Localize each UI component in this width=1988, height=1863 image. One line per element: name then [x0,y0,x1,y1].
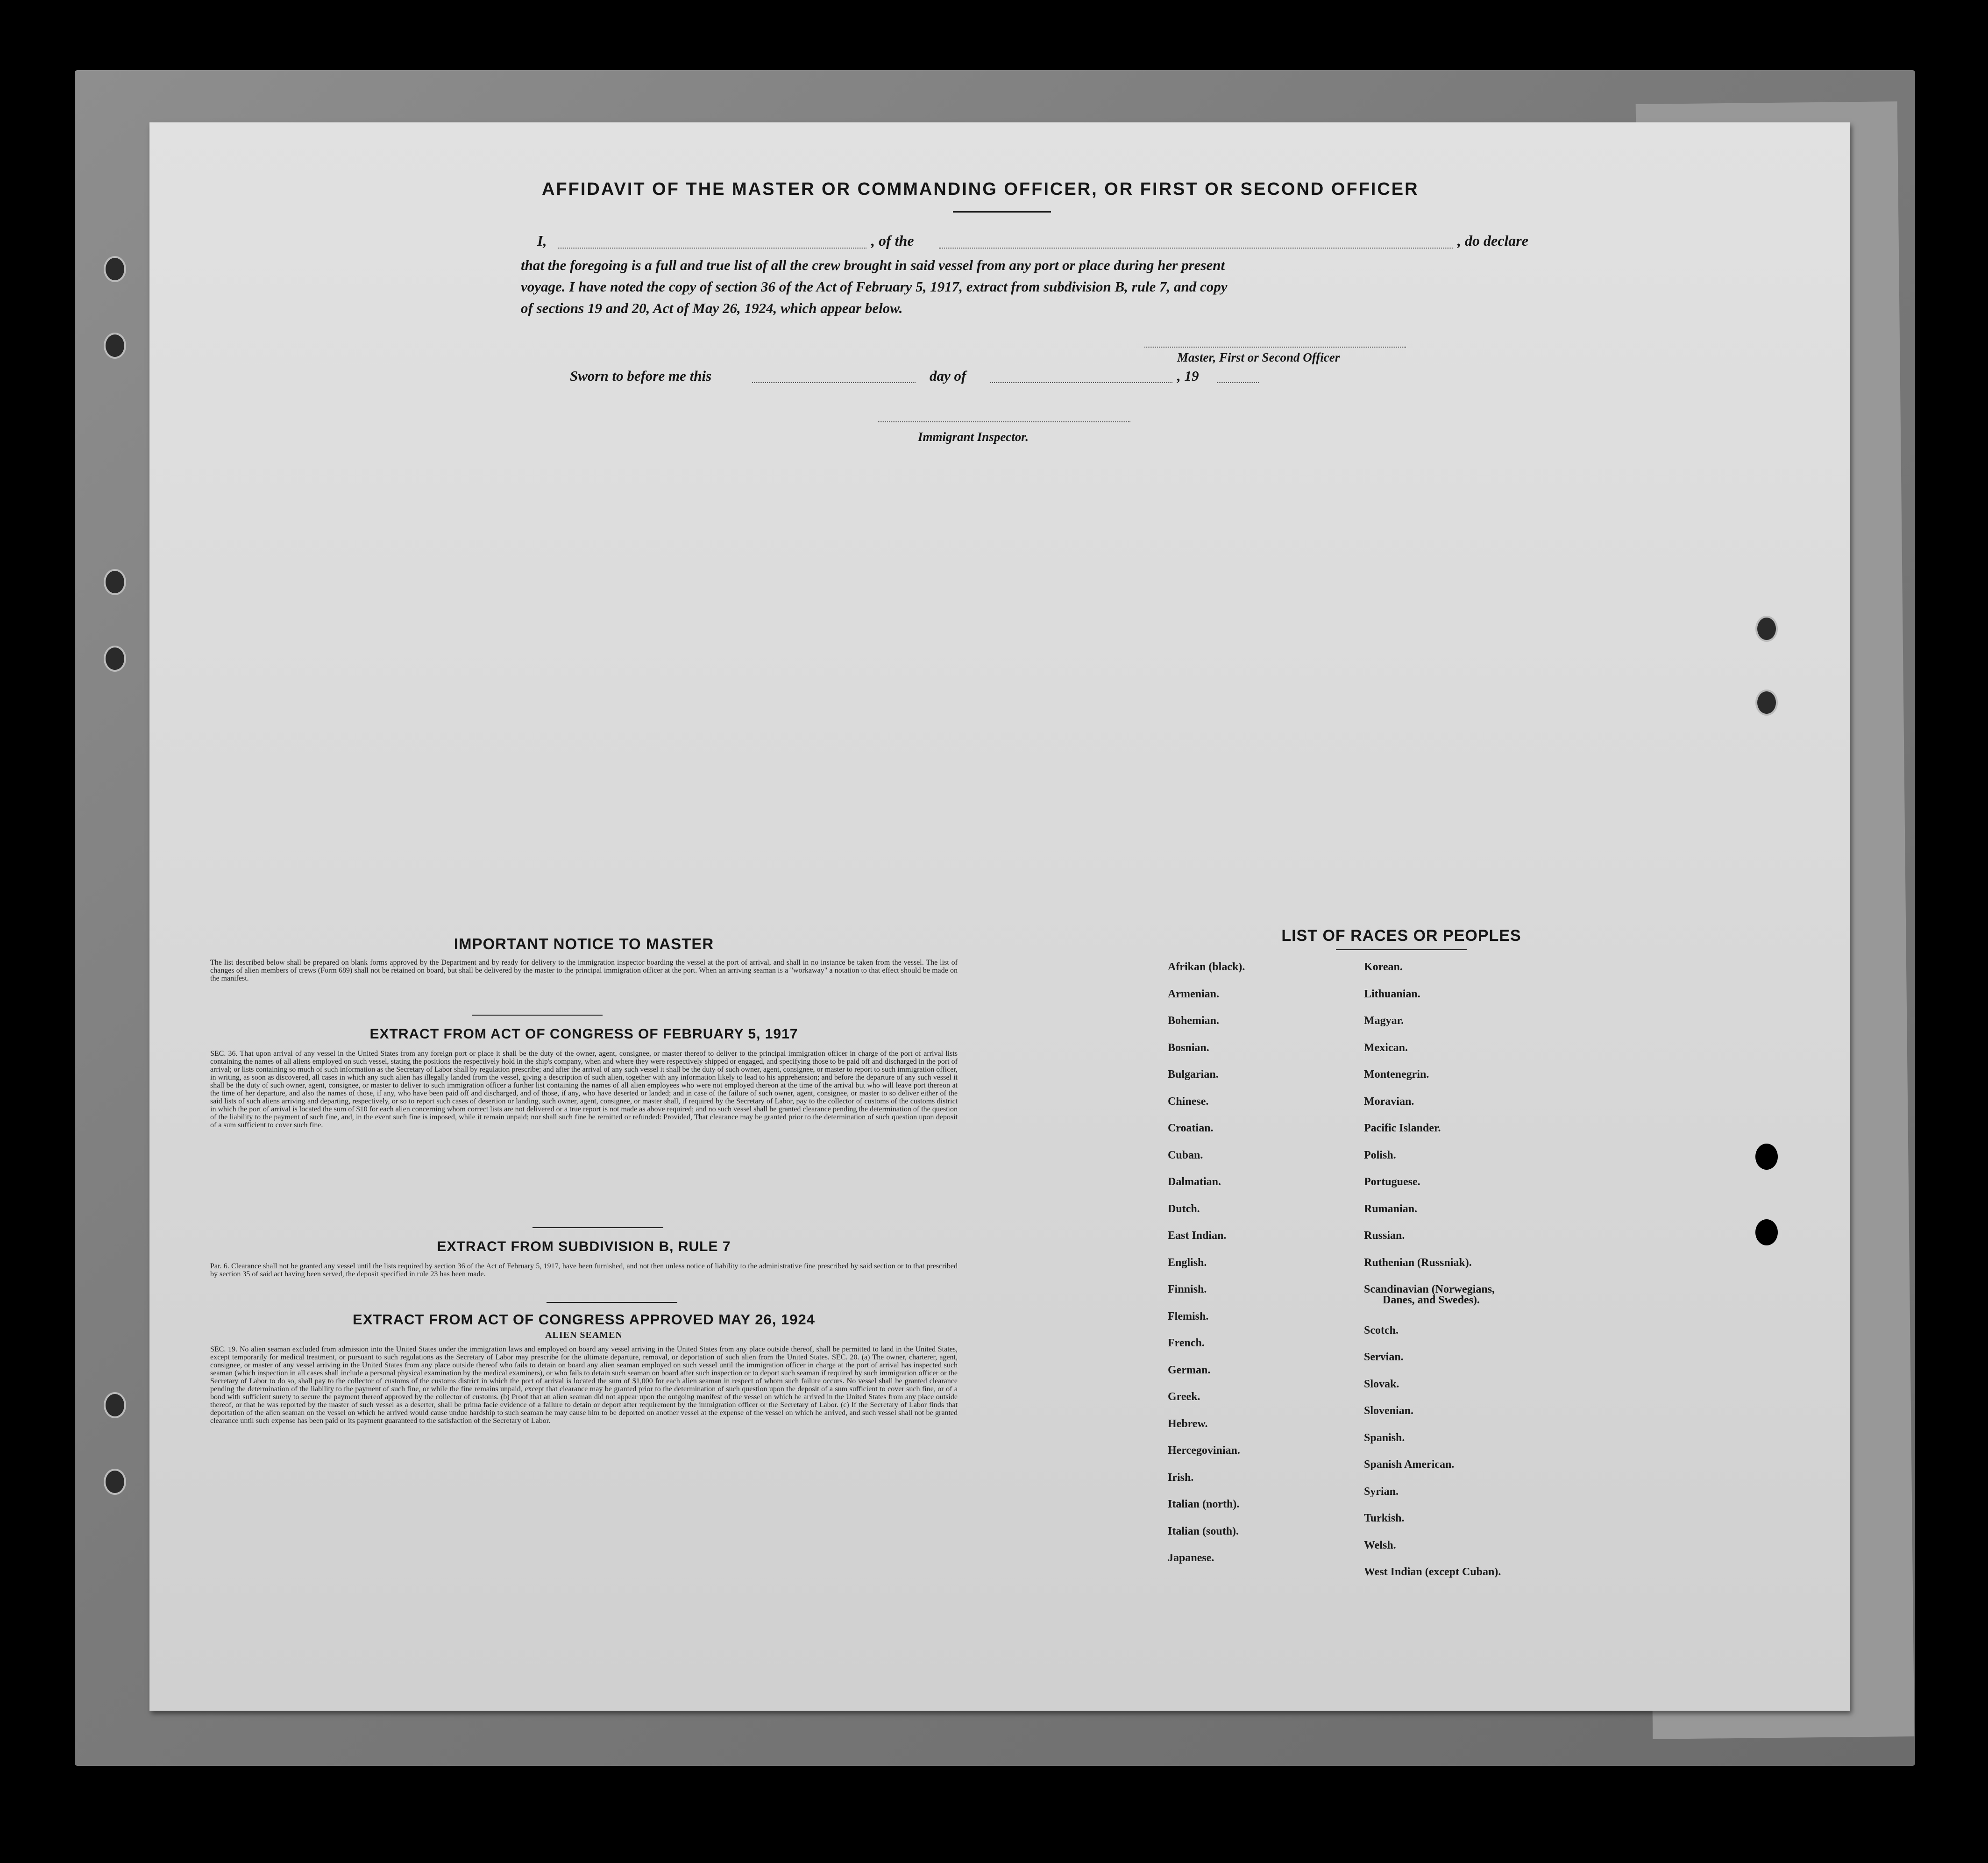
affidavit-line1 [537,232,547,249]
day-blank [752,382,916,383]
affidavit-of-the: , of the [871,232,914,249]
race-item: Slovak. [1364,1378,1399,1390]
race-item: Bulgarian. [1168,1068,1219,1081]
year-blank [1217,382,1259,383]
extract-1924-text: SEC. 19. No alien seaman excluded from admission into the United States under the immigration laws and employed on board any vessel arriving in the United States from any place outside thereof, shall be permitted to land in the United States, except temporarily for medical treatment, or pursuant to such regulations as the Secretary of Labor may prescribe for the ultimate departure, removal, or deportation of such alien from the United States. SEC. 20. (a) The owner, charterer, agent, consignee, or master of any vessel arriving in the United States from any place outside thereof who fails to detain on board any alien seaman employed on such vessel until the immigration officer in charge at the port of arrival has inspected such seaman (which inspection in all cases shall include a personal physical examination by the medical examiners), or who fails to detain such seaman on board after such inspection or to deport such seaman if required by such immigration officer or the Secretary of Labor to do so, shall pay to the collector of customs of the customs district in which the port of arrival is located the sum of $1,000 for each alien seaman in respect of whom such failure occurs. No vessel shall be granted clearance pending the determination of the liability to the payment of such fine, or while the fine remains unpaid, except that clearance may be granted prior to the determination of such question upon the deposit of a sum sufficient to cover such fine, or of a bond with sufficient surety to secure the payment thereof approved by the collector of customs. (b) Proof that an alien seaman did not appear upon the outgoing manifest of the vessel on which he arrived in the United States from any place outside thereof, or that he was reported by the master of such vessel as a deserter, shall be prima facie evidence of a failure to detain or deport after requirement by the immigration officer or the Secretary of Labor. (c) If the Secretary of Labor finds that deportation of the alien seaman on the vessel on which he arrived would cause undue hardship to such seaman he may cause him to be deported on another vessel at the expense of the vessel on which he arrived, and such vessel shall not be granted clearance until such expense has been paid or its payment guaranteed to the satisfaction of the Secretary of Labor. [210,1345,958,1425]
race-item: Portuguese. [1364,1176,1420,1188]
affidavit-title: AFFIDAVIT OF THE MASTER OR COMMANDING OFFICER, OR FIRST OR SECOND OFFICER [542,179,1419,199]
race-item: Lithuanian. [1364,988,1420,1000]
inspector-label: Immigrant Inspector. [918,430,1029,444]
race-item: Hebrew. [1168,1417,1208,1430]
race-item: Syrian. [1364,1485,1399,1498]
divider [953,211,1051,213]
race-item: Mexican. [1364,1041,1408,1054]
binder-hole [104,1469,126,1495]
binder-hole [104,333,126,359]
race-item: Slovenian. [1364,1405,1414,1417]
divider [472,1015,603,1016]
affidavit-i: I, [537,232,547,249]
race-item: Welsh. [1364,1539,1396,1551]
binder-hole [1755,690,1778,716]
race-item: Afrikan (black). [1168,961,1245,973]
extract-rule7-title: EXTRACT FROM SUBDIVISION B, RULE 7 [437,1239,731,1254]
race-item: Russian. [1364,1230,1405,1242]
race-item: Irish. [1168,1471,1194,1484]
vessel-blank [939,248,1453,249]
sworn-text: Sworn to before me this [570,368,712,384]
race-item: English. [1168,1256,1207,1269]
race-item: Finnish. [1168,1283,1207,1295]
bleed-through-area [1037,426,1738,1080]
binder-hole [104,569,126,595]
binder-hole [1755,1219,1778,1245]
race-item: Danes, and Swedes). [1383,1294,1480,1306]
binder-hole [104,256,126,282]
race-item: Italian (south). [1168,1525,1239,1537]
divider [532,1227,663,1228]
race-item: Greek. [1168,1391,1200,1403]
race-item: Italian (north). [1168,1498,1240,1510]
extract-1924-title: EXTRACT FROM ACT OF CONGRESS APPROVED MAY 26, 1924 [353,1311,815,1328]
affidavit-body-line2: that the foregoing is a full and true list of all the crew brought in said vessel from any port or place during her present [521,257,1225,273]
binder-hole [104,646,126,672]
race-item: Ruthenian (Russniak). [1364,1256,1472,1269]
race-item: Spanish. [1364,1431,1405,1444]
race-item: West Indian (except Cuban). [1364,1566,1501,1578]
extract-1924-subtitle: ALIEN SEAMEN [545,1330,623,1340]
divider [547,1302,677,1303]
binder-hole [104,1392,126,1418]
race-item: Korean. [1364,961,1403,973]
year-label: , 19 [1177,368,1199,384]
race-item: Spanish American. [1364,1458,1455,1471]
binder-hole [1755,616,1778,642]
race-item: Dutch. [1168,1202,1200,1215]
race-item: Magyar. [1364,1015,1404,1027]
master-signature-line [1144,347,1406,348]
race-item: Scotch. [1364,1324,1399,1337]
race-item: Servian. [1364,1351,1404,1363]
race-item: Chinese. [1168,1095,1209,1108]
affidavit-declare: , do declare [1457,232,1528,249]
race-item: Bosnian. [1168,1041,1209,1054]
race-item: French. [1168,1337,1205,1349]
race-item: Flemish. [1168,1310,1209,1323]
master-label: Master, First or Second Officer [1177,350,1340,364]
extract-rule7-text: Par. 6. Clearance shall not be granted any vessel until the lists required by section 36 of the Act of February 5, 1917, have been furnished, and not then unless notice of liability to the administrative fine prescribed by said section or to that prescribed by section 35 of said act having been served, the deposit specified in rule 23 has been made. [210,1262,958,1278]
race-item: Bohemian. [1168,1015,1220,1027]
races-title: LIST OF RACES OR PEOPLES [1281,927,1521,945]
notice-title: IMPORTANT NOTICE TO MASTER [454,935,714,953]
affidavit-body-line3: voyage. I have noted the copy of section 36 of the Act of February 5, 1917, extract from subdivision B, rule 7, and copy [521,278,1228,295]
race-item: Montenegrin. [1364,1068,1429,1081]
extract-1917-title: EXTRACT FROM ACT OF CONGRESS OF FEBRUARY 5, 1917 [369,1026,798,1042]
extract-1917-text: SEC. 36. That upon arrival of any vessel in the United States from any foreign port or place it shall be the duty of the owner, agent, consignee, or master thereof to deliver to the principal immigration officer in charge of the port of arrival lists containing the names of all aliens employed on such vessel, stating the positions the respectively hold in the ship's company, when and where they were respectively shipped or engaged, and specifying those to be paid off and discharged in the port of arrival; or lists containing so much of such information as the Secretary of Labor shall by regulation prescribe; and after the arrival of any such vessel it shall be the duty of such owner, agent, consignee, or master to report to such immigration officer, in writing, as soon as discovered, all cases in which any such alien has illegally landed from the vessel, giving a description of such alien, together with any information likely to lead to his apprehension; and before the departure of any such vessel it shall be the duty of such owner, agent, consignee, or master to deliver to such immigration officer a further list containing the names of all alien employees who were not employed thereon at the time of the arrival but who will leave port thereon at the time of her departure, and also the names of those, if any, who have been paid off and discharged, and of those, if any, who have deserted or landed; and in case of the failure of such owner, agent, consignee, or master to so deliver either of the said lists of such aliens arriving and departing, respectively, or so to report such cases of desertion or landing, such owner, agent, consignee, or master shall, if required by the Secretary of Labor, pay to the collector of customs of the customs district in which the port of arrival is located the sum of $10 for each alien concerning whom correct lists are not delivered or a true report is not made as above required; and no such vessel shall be granted clearance pending the determination of the question of the liability to the payment of such fine, and, in the event such fine is imposed, while it remain unpaid; nor shall such fine be remitted or refunded: Provided, That clearance may be granted prior to the determination of such question upon deposit of a sum sufficient to cover such fine. [210,1050,958,1129]
race-item: East Indian. [1168,1230,1227,1242]
affidavit-body-line4: of sections 19 and 20, Act of May 26, 1924, which appear below. [521,300,903,316]
notice-text: The list described below shall be prepared on blank forms approved by the Department and by ready for delivery to the immigration inspector boarding the vessel at the port of arrival, and shall in no instance be taken from the vessel. The list of changes of alien members of crews (Form 689) shall not be retained on board, but shall be delivered by the master to the principal immigration officer at the port. When an arriving seaman is a "workaway" a notation to that effect should be made on the manifest. [210,959,958,982]
race-item: Cuban. [1168,1149,1203,1161]
race-item: Rumanian. [1364,1202,1418,1215]
race-item: Japanese. [1168,1552,1214,1564]
race-item: German. [1168,1364,1211,1376]
binder-hole [1755,1144,1778,1170]
month-blank [990,382,1172,383]
day-of: day of [930,368,966,384]
race-item: Turkish. [1364,1512,1405,1524]
name-blank [558,248,866,249]
race-item: Croatian. [1168,1122,1214,1134]
inspector-signature-line [878,421,1130,422]
race-item: Polish. [1364,1149,1396,1161]
race-item: Moravian. [1364,1095,1414,1108]
race-item: Armenian. [1168,988,1219,1000]
race-item: Dalmatian. [1168,1176,1221,1188]
race-item: Pacific Islander. [1364,1122,1441,1134]
document-page [149,122,1850,1711]
race-item: Scandinavian (Norwegians, [1364,1283,1495,1295]
divider [1336,949,1467,950]
race-item: Hercegovinian. [1168,1444,1240,1457]
